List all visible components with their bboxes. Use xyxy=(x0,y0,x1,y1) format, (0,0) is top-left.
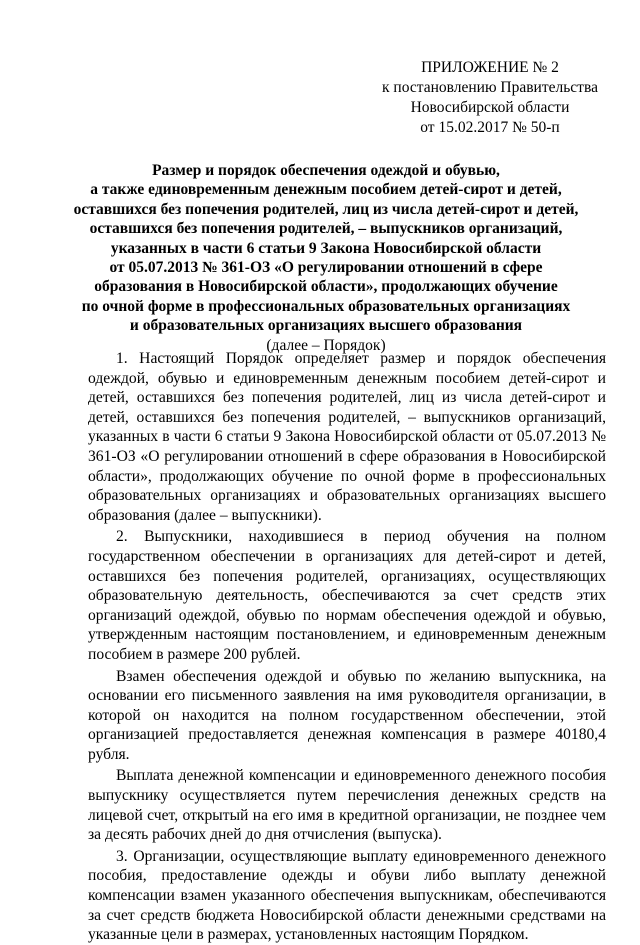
title-line: оставшихся без попечения родителей, – выпускников организаций, xyxy=(89,220,563,238)
title-line: по очной форме в профессиональных образовательных организациях xyxy=(81,297,571,315)
title-line: а также единовременным денежным пособием детей-сирот и детей, xyxy=(90,181,562,199)
title-line: указанных в части 6 статьи 9 Закона Новосибирской области xyxy=(110,239,542,257)
title-line: Размер и порядок обеспечения одеждой и обувью, xyxy=(152,162,500,179)
title-line: от 05.07.2013 № 361-ОЗ «О регулировании отношений в сфере xyxy=(109,259,543,277)
document-title xyxy=(40,161,612,355)
paragraph-1: 1. Настоящий Порядок определяет размер и порядок обеспечения одеждой, обувью и единовременным денежным пособием детей-сирот и детей, оставшихся без попечения родителей, лиц из числа детей-сирот и детей, оставшихся без попечения родителей, – выпускников организаций, указанных в части 6 статьи 9 Закона Новосибирской области от 05.07.2013 № 361-ОЗ «О регулировании отношений в сфере образования в Новосибирской области», продолжающих обучение по очной форме в профессиональных образовательных организациях и образовательных организациях высшего образования (далее – выпускники). xyxy=(88,350,606,524)
title-line: оставшихся без попечения родителей, лиц из числа детей-сирот и детей, xyxy=(73,200,579,218)
title-subtitle: (далее – Порядок) xyxy=(266,336,386,354)
title-line: образования в Новосибирской области», продолжающих обучение xyxy=(94,278,558,296)
title-line: и образовательных организациях высшего образования xyxy=(129,317,523,335)
paragraph-2: 2. Выпускники, находившиеся в период обучения на полном государственном обеспечении в организациях для детей-сирот и детей, оставшихся без попечения родителей, организациях, осуществляющих образовательную деятельность, обеспечиваются за счет средств этих организаций одеждой, обувью по нормам обеспечения одеждой и обувью, утвержденным настоящим постановлением, и единовременным денежным пособием в размере 200 рублей. xyxy=(88,528,606,663)
appendix-reference: к постановлению Правительства xyxy=(382,79,598,96)
paragraph-2-compensation: Взамен обеспечения одеждой и обувью по желанию выпускника, на основании его письменного заявления на имя руководителя организации, в которой он находится на полном государственном обеспечении, этой организацией предоставляется денежная компенсация в размере 40180,4 рубля. xyxy=(88,667,606,763)
appendix-header xyxy=(380,58,600,138)
document-body xyxy=(88,349,606,945)
paragraph-2-payment: Выплата денежной компенсации и единовременного денежного пособия выпускнику осуществляется путем перечисления денежных средств на лицевой счет, открытый на его имя в кредитной организации, не позднее чем за десять рабочих дней до дня отчисления (выпуска). xyxy=(88,767,606,844)
paragraph-3: 3. Организации, осуществляющие выплату единовременного денежного пособия, предоставление одежды и обуви либо выплату денежной компенсации взамен указанного обеспечения выпускникам, обеспечиваются за счет средств бюджета Новосибирской области денежными средствами на указанные цели в размерах, установленных настоящим Порядком. xyxy=(88,847,606,944)
appendix-date-number: от 15.02.2017 № 50-п xyxy=(420,119,560,136)
appendix-number: ПРИЛОЖЕНИЕ № 2 xyxy=(421,59,559,76)
appendix-region: Новосибирской области xyxy=(410,99,570,116)
